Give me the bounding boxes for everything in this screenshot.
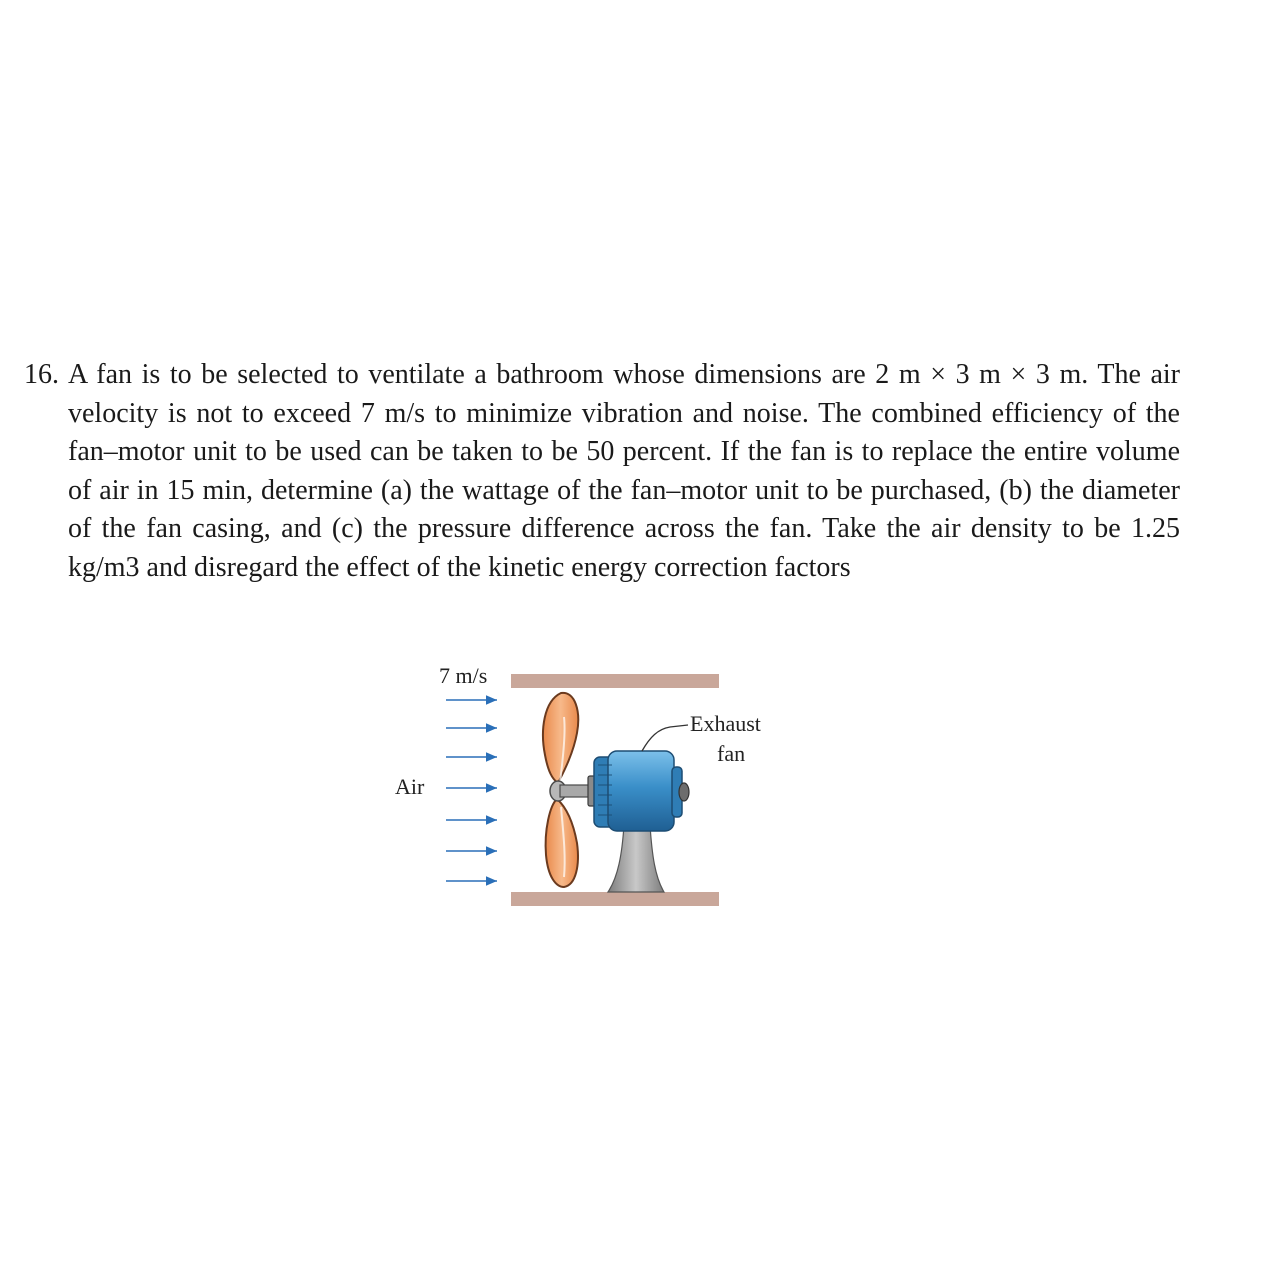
motor-stand	[608, 825, 664, 892]
fan-hub	[550, 776, 596, 806]
air-flow-arrows	[446, 700, 497, 881]
air-label: Air	[395, 774, 425, 799]
exhaust-label: Exhaust	[690, 711, 761, 736]
label-leader-line	[642, 725, 688, 751]
duct-wall-bottom	[511, 892, 719, 906]
motor	[594, 751, 689, 831]
fan-label: fan	[717, 741, 746, 766]
problem-statement	[24, 356, 1180, 588]
problem-text: A fan is to be selected to ventilate a bathroom whose dimensions are 2 m × 3 m × 3 m. The air velocity is not to exceed 7 m/s to minimize vibration and noise. The combined efficiency of the fan–motor unit to be used can be taken to be 50 percent. If the fan is to replace the entire volume of air in 15 min, determine (a) the wattage of the fan–motor unit to be purchased, (b) the diameter of the fan casing, and (c) the pressure difference across the fan. Take the air density to be 1.25 kg/m3 and disregard the effect of the kinetic energy correction factors	[68, 359, 1180, 583]
duct-wall-top	[511, 674, 719, 688]
velocity-label: 7 m/s	[439, 663, 488, 688]
exhaust-fan-illustration	[380, 655, 800, 925]
problem-number: 16.	[24, 359, 59, 390]
exhaust-fan-figure	[380, 655, 800, 925]
